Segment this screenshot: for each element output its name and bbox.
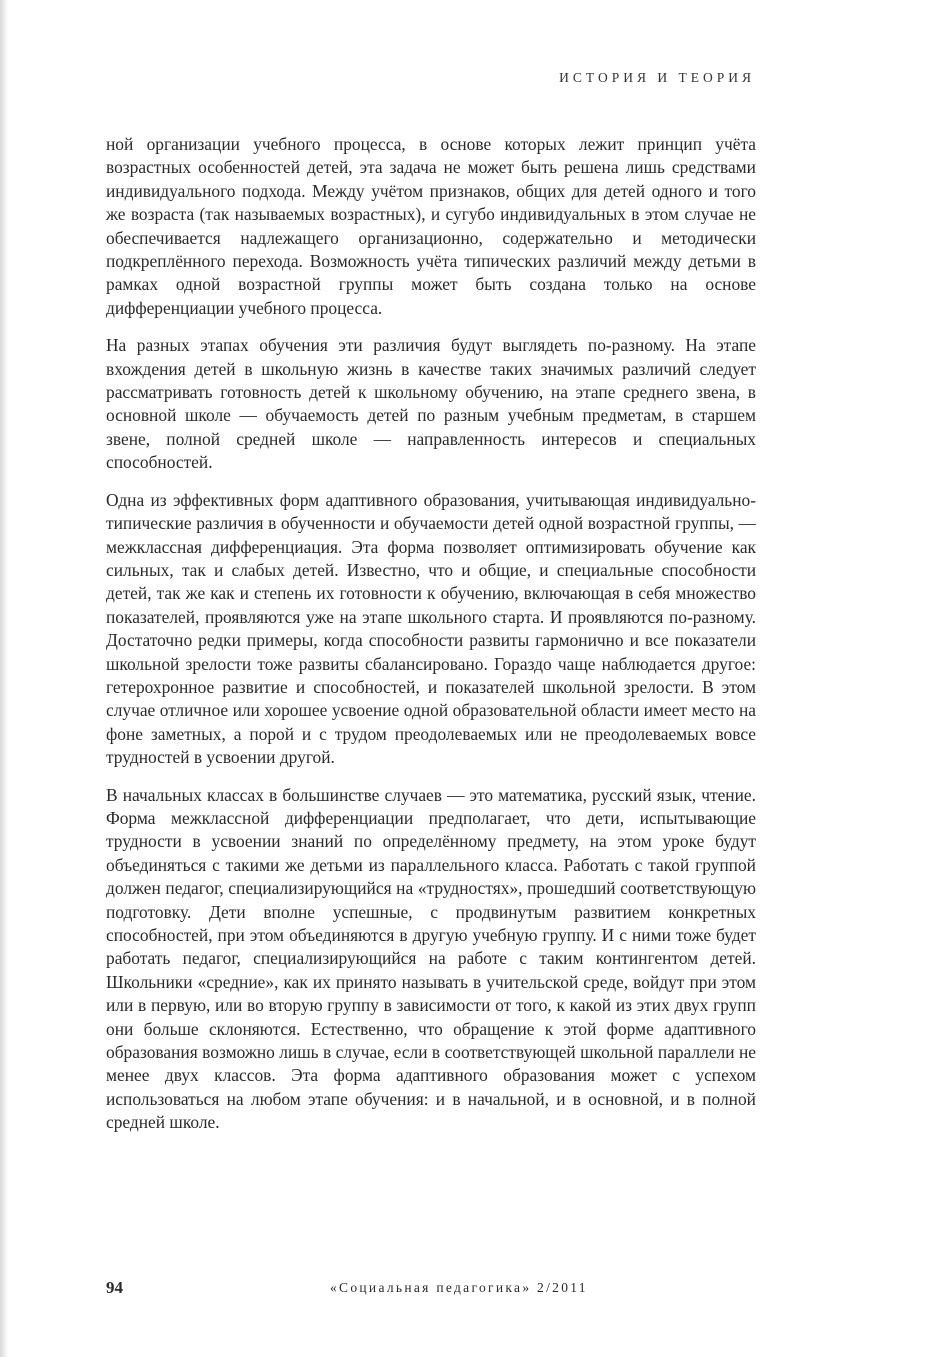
running-head: ИСТОРИЯ И ТЕОРИЯ [559,70,755,85]
paragraph-1: ной организации учебного процесса, в основе которых лежит принцип учёта возрастных особенностей детей, эта задача не может быть решена лишь средствами индивидуального подхода. Между учётом признаков, общих для детей одного и того же возраста (так называемых возрастных), и сугубо индивидуальных в этом случае не обеспечивается надлежащего организационно, содержательно и методически подкреплённого перехода. Возможность учёта типических различий между детьми в рамках одной возрастной группы может быть создана только на основе дифференциации учебного процесса. [106,134,756,318]
journal-citation: «Социальная педагогика» 2/2011 [330,1280,588,1295]
paragraph-4: В начальных классах в большинстве случаев — это математика, русский язык, чтение. Форма межклассной дифференциации предполагает, что дети, испытывающие трудности в усвоении знаний по определённому предмету, на этом уроке будут объединяться с такими же детьми из параллельного класса. Работать с такой группой должен педагог, специализирующийся на «трудностях», прошедший соответствующую подготовку. Дети вполне успешные, с продвинутым развитием конкретных способностей, при этом объединяются в другую учебную группу. И с ними тоже будет работать педагог, специализирующийся на работе с таким контингентом детей. Школьники «средние», как их принято называть в учительской среде, войдут при этом или в первую, или во вторую группу в зависимости от того, к какой из этих двух групп они больше склоняются. Естественно, что обращение к этой форме адаптивного образования возможно лишь в случае, если в соответствующей школьной параллели не менее двух классов. Эта форма адаптивного образования может с успехом использоваться на любом этапе обучения: и в начальной, и в основной, и в полной средней школе. [106,784,756,1133]
page-edge-shadow [0,0,8,1357]
page-footer [106,1278,756,1298]
paragraph-3: Одна из эффективных форм адаптивного образования, учитывающая индивидуально-типические различия в обученности и обучаемости детей одной возрастной группы, — межклассная дифференциация. Эта форма позволяет оптимизировать обучение как сильных, так и слабых детей. Известно, что и общие, и специальные способности детей, так же как и степень их готовности к обучению, включающая в себя множество показателей, проявляются уже на этапе школьного старта. И проявляются по-разному. Достаточно редки примеры, когда способности развиты гармонично и все показатели школьной зрелости тоже развиты сбалансировано. Гораздо чаще наблюдается другое: гетерохронное развитие и способностей, и показателей школьной зрелости. В этом случае отличное или хорошее усвоение одной образовательной области имеет место на фоне заметных, а порой и с трудом преодолеваемых или не преодолеваемых вовсе трудностей в усвоении другой. [106,489,756,768]
paragraph-2: На разных этапах обучения эти различия будут выглядеть по-разному. На этапе вхождения детей в школьную жизнь в качестве таких значимых различий следует рассматривать готовность детей к школьному обучению, на этапе среднего звена, в основной школе — обучаемость детей по разным учебным предметам, в старшем звене, полной средней школе — направленность интересов и специальных способностей. [106,335,756,473]
article-body [106,133,756,1149]
page-number: 94 [106,1278,123,1297]
